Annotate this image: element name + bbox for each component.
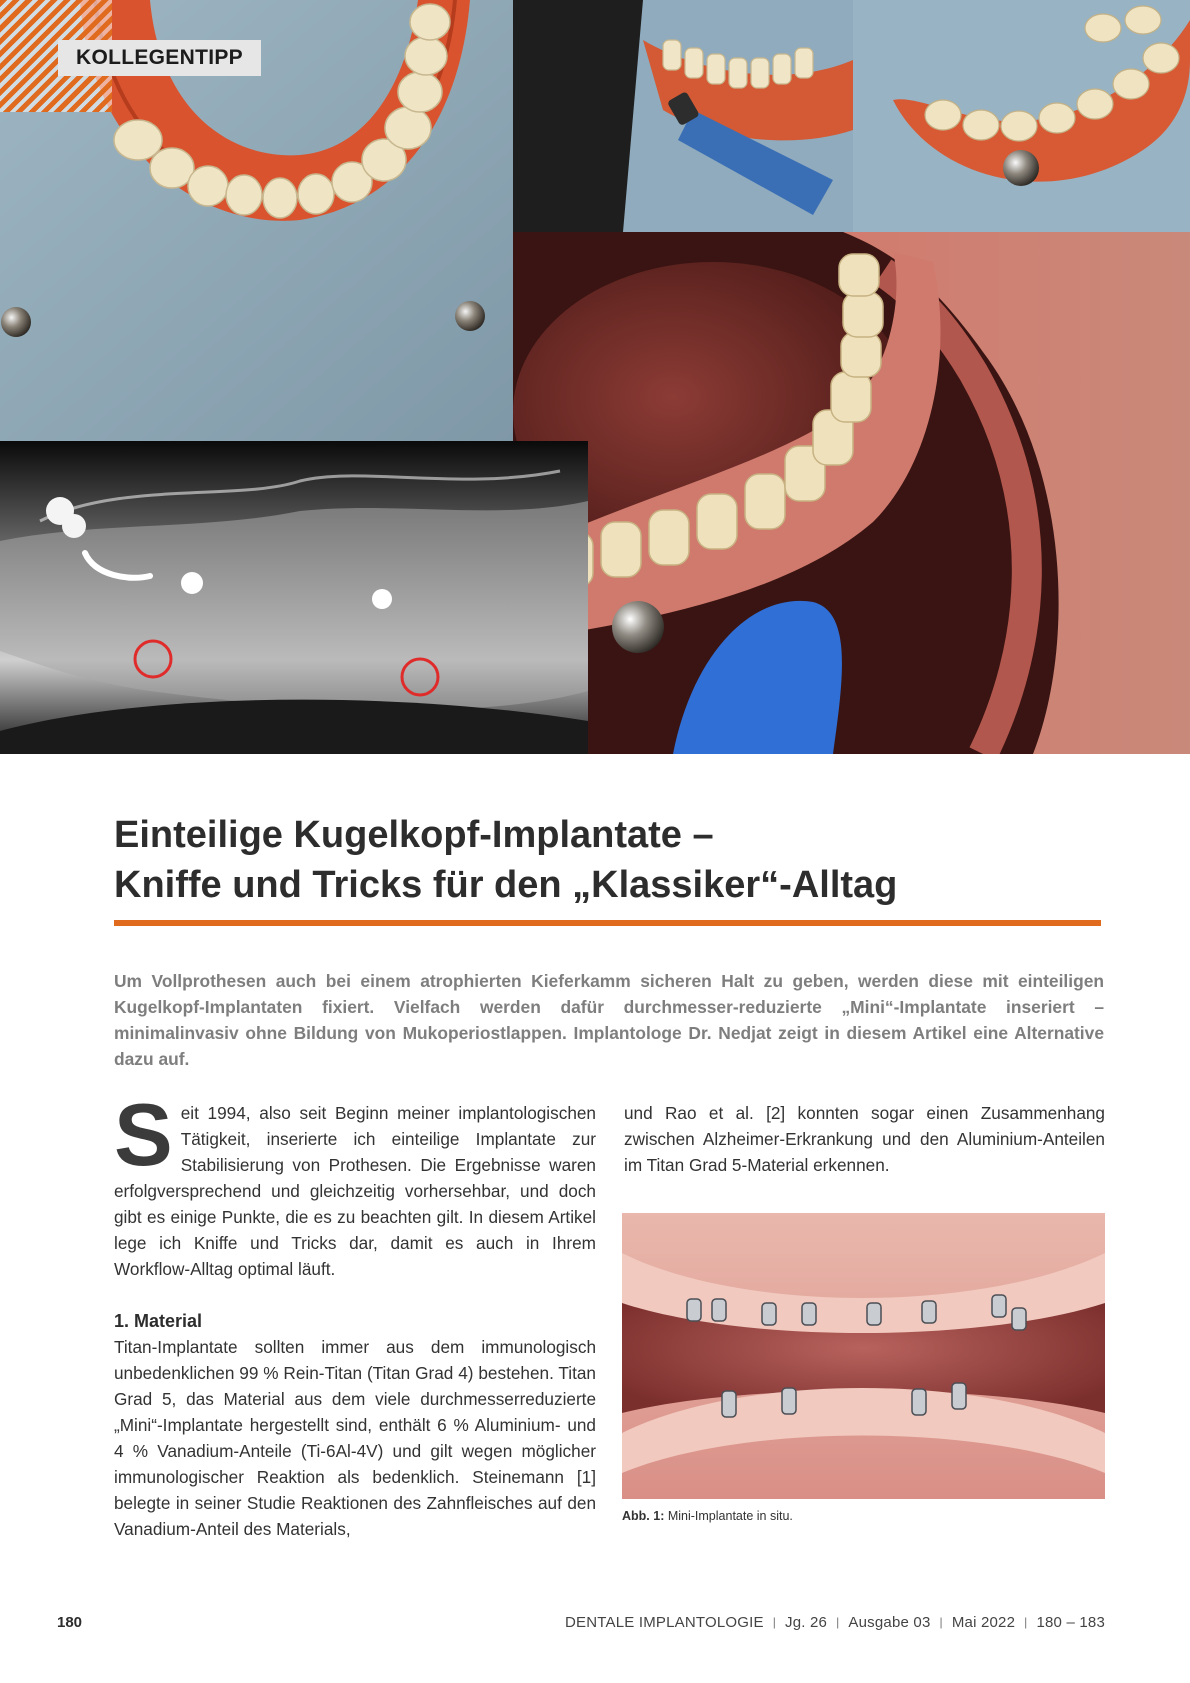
article-title	[114, 810, 1094, 910]
body-column-right: und Rao et al. [2] konnten sogar einen Zusammenhang zwischen Alzheimer-Erkrankung und den Aluminium-Anteilen im Titan Grad 5-Material erkennen.	[624, 1103, 1105, 1175]
title-underline	[114, 920, 1101, 926]
intro-paragraph	[114, 1085, 596, 1282]
figure-caption	[622, 1509, 793, 1523]
title-line-1: Einteilige Kugelkopf-Implantate –	[114, 814, 714, 856]
footer-journal: DENTALE IMPLANTOLOGIE	[565, 1614, 764, 1631]
figure-label: Abb. 1:	[622, 1509, 665, 1523]
article-lead: Um Vollprothesen auch bei einem atrophierten Kieferkamm sicheren Halt zu geben, werden diese mit einteiligen Kugelkopf-Implantaten fixiert. Vielfach werden dafür durchmesser-reduzierte „Mini“-Implantate inseriert – minimalinvasiv ohne Bildung von Mukoperiostlappen. Implantologe Dr. Nedjat zeigt in diesem Artikel eine Alternative dazu auf.	[114, 971, 1104, 1069]
footer-issue: Ausgabe 03	[848, 1614, 931, 1631]
footer-separator: |	[939, 1615, 943, 1629]
photo-denture-drilling	[513, 0, 853, 232]
title-line-2: Kniffe und Tricks für den „Klassiker“-Alltag	[114, 864, 898, 906]
footer-volume: Jg. 26	[785, 1614, 828, 1631]
footer-journal-info	[565, 1614, 1105, 1631]
section-badge: KOLLEGENTIPP	[58, 40, 261, 76]
footer-separator: |	[772, 1615, 777, 1629]
footer-pages: 180 – 183	[1036, 1614, 1105, 1631]
page-number: 180	[57, 1614, 83, 1631]
dropcap: S	[114, 1085, 173, 1184]
footer-separator: |	[836, 1615, 840, 1629]
intro-text: eit 1994, also seit Beginn meiner implantologischen Tätigkeit, inserierte ich einteilige Implantate zur Stabilisierung von Prothesen. Die Ergebnisse waren erfolgversprechend und gleichzeitig vorhersehbar, und doch gibt es einige Punkte, die es zu beachten gilt. In diesem Artikel lege ich Kniffe und Tricks dar, damit es auch in Ihrem Workflow-Alltag optimal läuft.	[114, 1103, 596, 1279]
photo-xray-ct	[0, 441, 588, 754]
section-material-text: Titan-Implantate sollten immer aus dem immunologisch unbedenklichen 99 % Rein-Titan (Titan Grad 4) bestehen. Titan Grad 5, das Material aus dem viele durchmesserreduzierte „Mini“-Implantate hergestellt sind, enthält 6 % Aluminium- und 4 % Vanadium-Anteile (Ti-6Al-4V) und gilt wegen möglicher immunologischer Reaktion als bedenklich. Steinemann [1] belegte in seiner Studie Reaktionen des Zahnfleisches auf den Vanadium-Anteil des Materials,	[114, 1337, 596, 1539]
body-column-left	[114, 1085, 596, 1542]
figure-mini-implants	[622, 1213, 1105, 1499]
section-heading-material: 1. Material	[114, 1311, 203, 1331]
footer-separator: |	[1024, 1615, 1028, 1629]
figure-caption-text: Mini-Implantate in situ.	[667, 1509, 793, 1523]
photo-denture-ball-attachment	[853, 0, 1190, 252]
footer-date: Mai 2022	[951, 1614, 1016, 1631]
photo-intraoral-denture	[513, 232, 1190, 754]
